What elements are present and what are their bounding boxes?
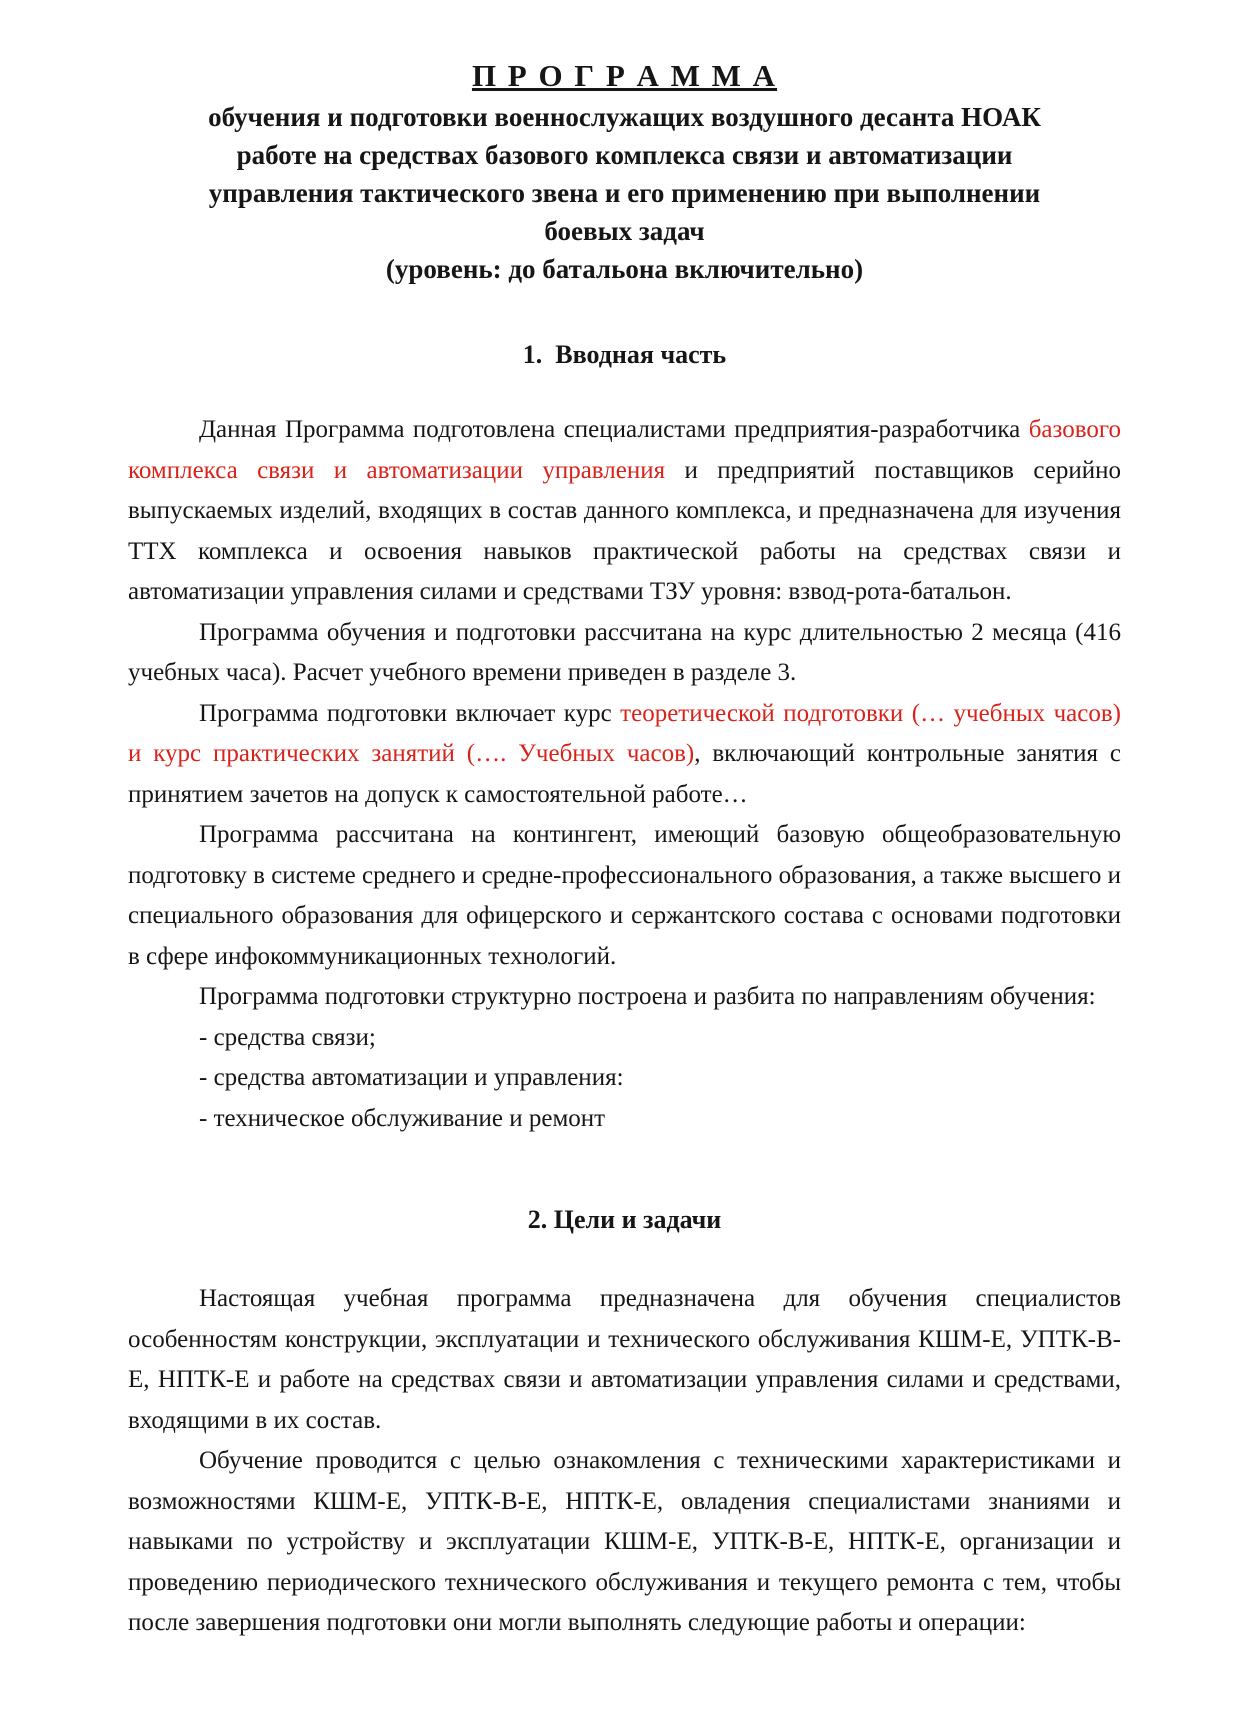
section-2-heading: 2. Цели и задачи	[527, 1205, 722, 1235]
list-item-maintenance: - техническое обслуживание и ремонт	[199, 1104, 606, 1132]
paragraph-training-goal: Обучение проводится с целью ознакомления с техническими характеристиками и возможностями КШМ-Е, УПТК-В-Е, НПТК-Е, овладения специалистами знаниями и навыками по устройству и эксплуатации КШМ-Е, УПТК-В-Е, НПТК-Е, организации и проведению периодического технического обслуживания и текущего ремонта с тем, чтобы после завершения подготовки они могли выполнять следующие работы и операции:	[128, 1447, 1121, 1637]
paragraph-intro	[128, 410, 1121, 613]
paragraph-directions: Программа подготовки структурно построена и разбита по направлениям обучения:	[199, 983, 1096, 1011]
list-item-communications: - средства связи;	[199, 1023, 376, 1051]
text-run-red: теоретической подготовки (… учебных часов) и курс практических занятий (…. Учебных часов)	[128, 699, 1121, 768]
subtitle-line: боевых задач	[544, 216, 705, 247]
section-1-heading: 1. Вводная часть	[522, 340, 727, 370]
paragraph-purpose: Настоящая учебная программа предназначена для обучения специалистов особенностям конструкции, эксплуатации и технического обслуживания КШМ-Е, УПТК-В-Е, НПТК-Е и работе на средствах связи и автоматизации управления силами и средствами, входящими в их состав.	[128, 1285, 1121, 1434]
subtitle-line: обучения и подготовки военнослужащих воздушного десанта НОАК	[208, 102, 1041, 132]
document-title: П Р О Г Р А М М А	[471, 58, 778, 93]
list-item-automation: - средства автоматизации и управления:	[199, 1064, 624, 1092]
text-run: Данная Программа подготовлена специалистами предприятия-разработчика	[199, 416, 1029, 444]
subtitle-line: (уровень: до батальона включительно)	[385, 254, 864, 285]
text-run: Программа подготовки включает курс	[199, 699, 621, 727]
paragraph-contingent: Программа рассчитана на контингент, имеющий базовую общеобразовательную подготовку в системе среднего и средне-профессионального образования, а также высшего и специального образования для офицерского и сержантского состава с основами подготовки в сфере инфокоммуникационных технологий.	[128, 821, 1121, 970]
text-run-red: базового комплекса связи и автоматизации управления	[128, 416, 1121, 484]
text-run: и предприятий поставщиков серийно выпускаемых изделий, входящих в состав данного комплекса, и предназначена для изучения ТТХ комплекса и освоения навыков практической работы на средствах связи и автоматизации управления силами и средствами ТЗУ уровня: взвод-рота-батальон.	[128, 456, 1121, 606]
subtitle-line: работе на средствах базового комплекса связи и автоматизации	[236, 140, 1013, 171]
document-subtitle	[128, 98, 1121, 288]
subtitle-line: управления тактического звена и его применению при выполнении	[208, 178, 1041, 209]
paragraph-course-structure	[128, 694, 1121, 816]
paragraph-duration: Программа обучения и подготовки рассчитана на курс длительностью 2 месяца (416 учебных часа). Расчет учебного времени приведен в разделе 3.	[128, 618, 1121, 687]
text-run: , включающий контрольные занятия с принятием зачетов на допуск к самостоятельной работе…	[128, 740, 1121, 808]
